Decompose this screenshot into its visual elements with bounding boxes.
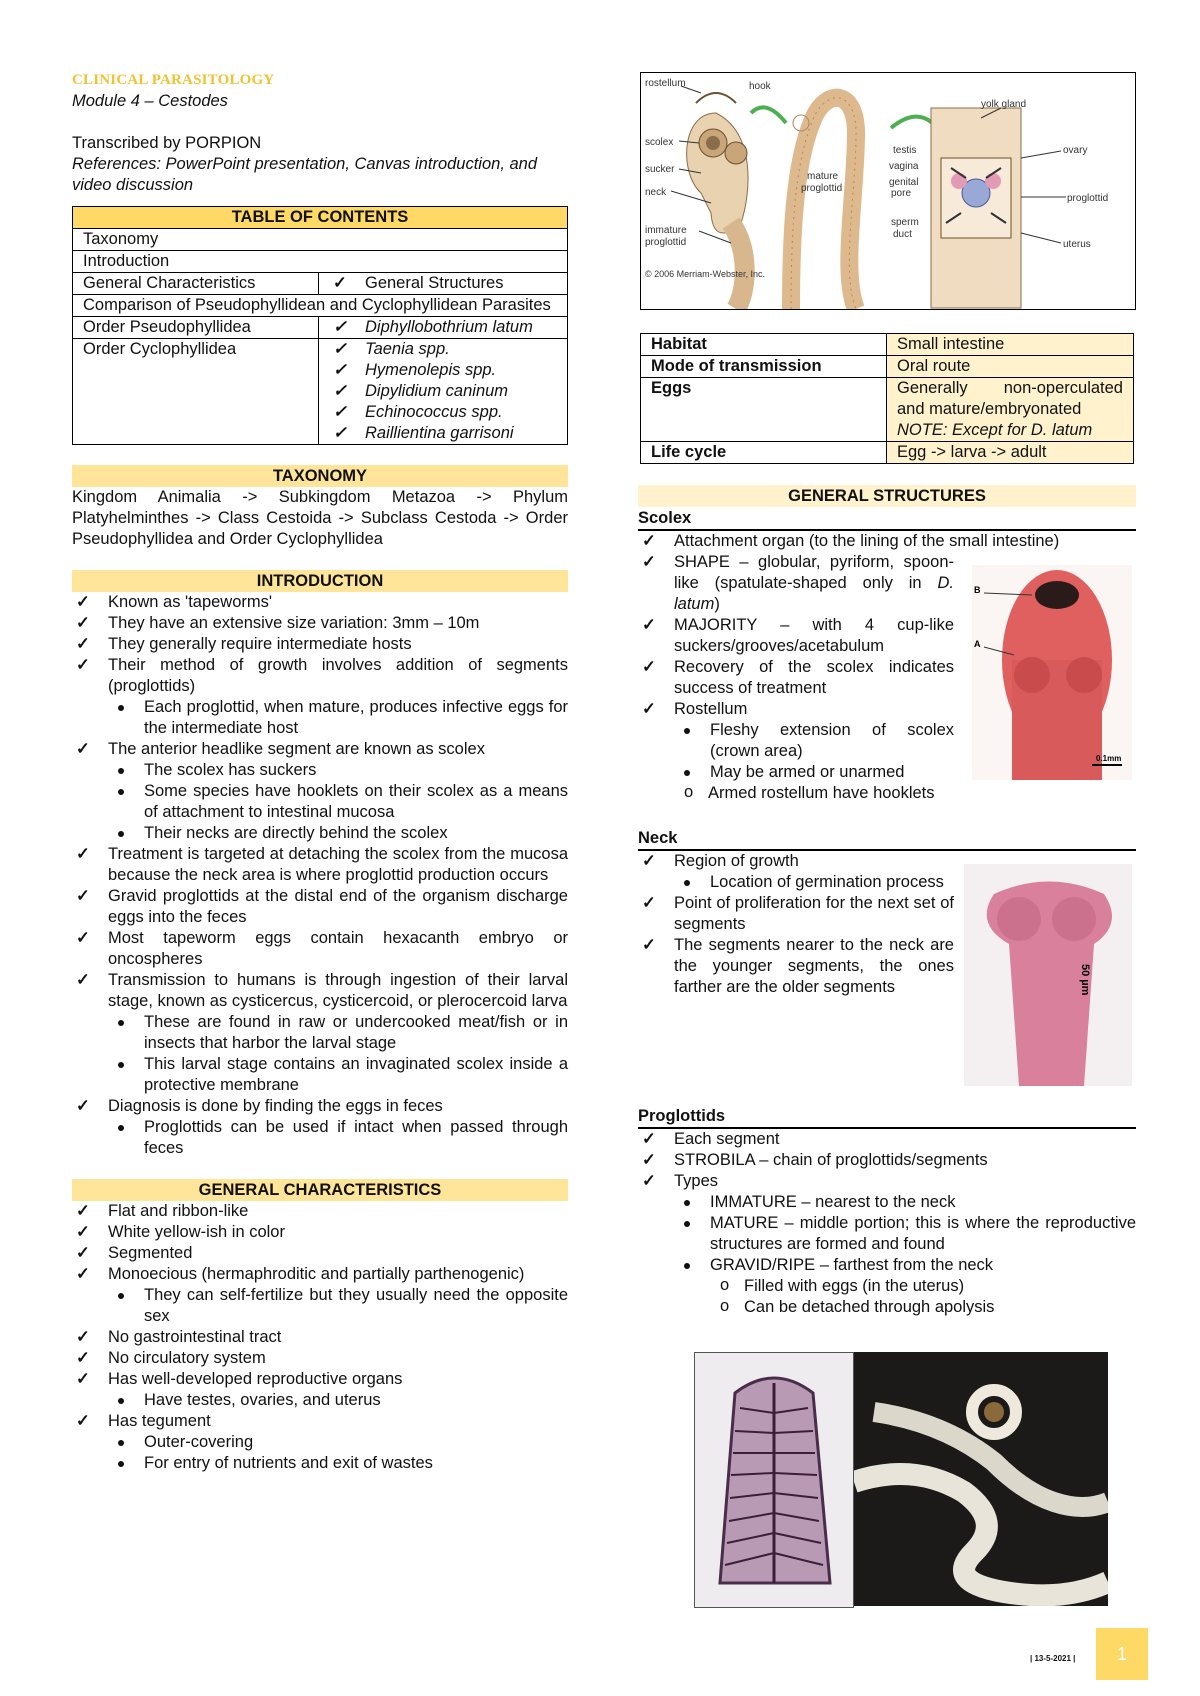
list-item: ✓ They have an extensive size variation: 3mm – 10m bbox=[72, 613, 568, 634]
scolex-photo-label-b: B bbox=[974, 585, 981, 595]
list-item bbox=[674, 783, 1136, 804]
references: References: PowerPoint presentation, Canvas introduction, and video discussion bbox=[72, 155, 538, 194]
label-neck: neck bbox=[645, 187, 667, 198]
list-item: o Filled with eggs (in the uterus) bbox=[710, 1276, 1136, 1297]
toc-sub-item[interactable]: ✓ Dipylidium caninum bbox=[329, 381, 557, 402]
toc-sub-item[interactable]: ✓ Raillientina garrisoni bbox=[329, 423, 557, 444]
toc-sub-item[interactable]: ✓ Diphyllobothrium latum bbox=[329, 317, 557, 338]
list-item: ✓ Most tapeworm eggs contain hexacanth embryo or oncospheres bbox=[72, 928, 568, 970]
list-item: ✓ Types IMMATURE – nearest to the neck MATURE – middle portion; this is where the reproductive structures are formed and found GRAVID/RIPE – farthest from the neck o Filled with eggs (in the uterus) o Can be detached through apolysis bbox=[638, 1171, 1136, 1318]
module-subtitle: Module 4 – Cestodes bbox=[72, 92, 228, 110]
neck-photo bbox=[964, 864, 1132, 1086]
list-item: ✓ Region of growth Location of germination process bbox=[638, 851, 954, 893]
toc-item[interactable]: General Characteristics bbox=[73, 273, 319, 295]
scolex-photo-scale: 0.1mm bbox=[1096, 754, 1122, 763]
list-item: GRAVID/RIPE – farthest from the neck o Filled with eggs (in the uterus) o Can be detached through apolysis bbox=[674, 1255, 1136, 1318]
list-item: ✓ Attachment organ (to the lining of the small intestine) bbox=[638, 531, 1136, 552]
toc-heading: TABLE OF CONTENTS bbox=[73, 207, 568, 229]
list-item: Their necks are directly behind the scolex bbox=[108, 823, 568, 844]
habitat-label: Habitat bbox=[641, 334, 887, 356]
list-item: ✓ No circulatory system bbox=[72, 1348, 568, 1369]
label-yolk-gland: yolk gland bbox=[981, 99, 1027, 110]
general-structures-heading: GENERAL STRUCTURES bbox=[638, 485, 1136, 507]
mode-label: Mode of transmission bbox=[641, 356, 887, 378]
scolex-photo-label-a: A bbox=[974, 639, 981, 649]
proglottids-heading: Proglottids bbox=[638, 1105, 1136, 1129]
list-item: ✓ White yellow-ish in color bbox=[72, 1222, 568, 1243]
list-item: ✓ Rostellum Fleshy extension of scolex (crown area) May be armed or unarmed bbox=[638, 699, 954, 783]
toc-sub-item[interactable]: ✓ Echinococcus spp. bbox=[329, 402, 557, 423]
taxonomy-heading: TAXONOMY bbox=[72, 465, 568, 487]
label-proglottid: proglottid bbox=[1067, 193, 1109, 204]
label-vagina: vagina bbox=[889, 161, 919, 172]
list-item: Have testes, ovaries, and uterus bbox=[108, 1390, 568, 1411]
toc-item[interactable]: Comparison of Pseudophyllidean and Cyclophyllidean Parasites bbox=[73, 295, 568, 317]
introduction-list bbox=[72, 592, 568, 1159]
label-hook: hook bbox=[749, 81, 771, 92]
list-item: MATURE – middle portion; this is where the reproductive structures are formed and found bbox=[674, 1213, 1136, 1255]
list-item: ✓ Has tegument Outer-covering For entry of nutrients and exit of wastes bbox=[72, 1411, 568, 1474]
label-scolex: scolex bbox=[645, 137, 674, 148]
list-item: Location of germination process bbox=[674, 872, 954, 893]
neck-list bbox=[638, 851, 954, 998]
tapeworm-anatomy-diagram bbox=[640, 72, 1136, 310]
list-item: ✓ MAJORITY – with 4 cup-like suckers/grooves/acetabulum bbox=[638, 615, 954, 657]
list-item: ✓ SHAPE – globular, pyriform, spoon-like (spatulate-shaped only in D. latum) bbox=[638, 552, 954, 615]
neck-photo-scale: 50 µm bbox=[1079, 964, 1091, 996]
list-item: ✓ They generally require intermediate hosts bbox=[72, 634, 568, 655]
toc-table bbox=[72, 206, 568, 445]
list-item: Fleshy extension of scolex (crown area) bbox=[674, 720, 954, 762]
strobila-photo bbox=[854, 1352, 1108, 1606]
label-rostellum: rostellum bbox=[645, 78, 686, 89]
doc-title: CLINICAL PARASITOLOGY bbox=[72, 72, 275, 88]
toc-item[interactable]: Order Cyclophyllidea bbox=[73, 339, 319, 445]
eggs-value: Generally non-operculated and mature/embryonated bbox=[897, 379, 1123, 418]
label-proglottid: proglottid bbox=[645, 237, 687, 248]
list-item: ✓ STROBILA – chain of proglottids/segments bbox=[638, 1150, 1136, 1171]
label-sperm: sperm bbox=[891, 217, 919, 228]
label-immature: immature bbox=[645, 225, 687, 236]
list-item: ✓ No gastrointestinal tract bbox=[72, 1327, 568, 1348]
left-column bbox=[72, 70, 568, 1474]
habitat-value: Small intestine bbox=[887, 334, 1134, 356]
mode-value: Oral route bbox=[887, 356, 1134, 378]
proglottids-list bbox=[638, 1129, 1136, 1318]
scolex-list bbox=[638, 531, 1136, 552]
taxonomy-text: Kingdom Animalia -> Subkingdom Metazoa -> Phylum Platyhelminthes -> Class Cestoida -> Subclass Cestoda -> Order Pseudophyllidea and Order Cyclophyllidea bbox=[72, 488, 568, 548]
list-item: ✓ Known as 'tapeworms' bbox=[72, 592, 568, 613]
list-item: ✓ The anterior headlike segment are known as scolex The scolex has suckers Some species have hooklets on their scolex as a means of attachment to intestinal mucosa Their necks are directly behind the scolex bbox=[72, 739, 568, 844]
list-item: ✓ Transmission to humans is through ingestion of their larval stage, known as cysticercus, cysticercoid, or plerocercoid larva These are found in raw or undercooked meat/fish or in insects that harbor the larval stage This larval stage contains an invaginated scolex inside a protective membrane bbox=[72, 970, 568, 1096]
gravid-proglottid-photo bbox=[694, 1352, 854, 1608]
toc-item[interactable]: Taxonomy bbox=[73, 229, 568, 251]
list-item: This larval stage contains an invaginated scolex inside a protective membrane bbox=[108, 1054, 568, 1096]
eggs-note: NOTE: Except for D. latum bbox=[897, 421, 1093, 439]
list-item: ✓ Monoecious (hermaphroditic and partially parthenogenic) They can self-fertilize but they usually need the opposite sex bbox=[72, 1264, 568, 1327]
list-item: ✓ Segmented bbox=[72, 1243, 568, 1264]
list-item: For entry of nutrients and exit of wastes bbox=[108, 1453, 568, 1474]
proglottid-illustration bbox=[931, 108, 1021, 308]
scolex-heading: Scolex bbox=[638, 507, 1136, 531]
list-item: ✓ Point of proliferation for the next set of segments bbox=[638, 893, 954, 935]
info-table bbox=[640, 333, 1134, 464]
list-item: ✓ Gravid proglottids at the distal end of the organism discharge eggs into the feces bbox=[72, 886, 568, 928]
list-item: Each proglottid, when mature, produces infective eggs for the intermediate host bbox=[108, 697, 568, 739]
scolex-list-2 bbox=[638, 552, 954, 783]
list-item: ✓ Diagnosis is done by finding the eggs in feces Proglottids can be used if intact when passed through feces bbox=[72, 1096, 568, 1159]
list-item: May be armed or unarmed bbox=[674, 762, 954, 783]
label-genital: genital bbox=[889, 177, 919, 188]
transcriber: Transcribed by PORPION bbox=[72, 134, 262, 152]
page-number: 1 bbox=[1096, 1628, 1148, 1680]
list-item: ✓ Has well-developed reproductive organs Have testes, ovaries, and uterus bbox=[72, 1369, 568, 1411]
info-table-wrap bbox=[640, 333, 1134, 464]
introduction-heading: INTRODUCTION bbox=[72, 570, 568, 592]
label-testis: testis bbox=[893, 145, 917, 156]
proglottids-section bbox=[638, 1105, 1136, 1318]
list-item: o Can be detached through apolysis bbox=[710, 1297, 1136, 1318]
eggs-label: Eggs bbox=[641, 378, 887, 442]
list-item: These are found in raw or undercooked meat/fish or in insects that harbor the larval stage bbox=[108, 1012, 568, 1054]
toc-sub-item[interactable]: ✓ Hymenolepis spp. bbox=[329, 360, 557, 381]
neck-heading: Neck bbox=[638, 827, 1136, 851]
toc-item[interactable]: Introduction bbox=[73, 251, 568, 273]
label-sucker: sucker bbox=[645, 164, 675, 175]
list-item: ✓ Flat and ribbon-like bbox=[72, 1201, 568, 1222]
scolex-list-3 bbox=[674, 783, 1136, 804]
list-item: They can self-fertilize but they usually need the opposite sex bbox=[108, 1285, 568, 1327]
list-item: o Armed rostellum have hooklets bbox=[674, 783, 1136, 804]
list-item: ✓ Recovery of the scolex indicates success of treatment bbox=[638, 657, 954, 699]
list-item: Outer-covering bbox=[108, 1432, 568, 1453]
toc-sub-item[interactable]: ✓ Taenia spp. bbox=[329, 339, 557, 360]
list-item: ✓ Treatment is targeted at detaching the scolex from the mucosa because the neck area is where proglottid production occurs bbox=[72, 844, 568, 886]
toc-sub-item[interactable]: ✓ General Structures bbox=[329, 273, 557, 294]
scolex-photo bbox=[972, 565, 1132, 780]
label-uterus: uterus bbox=[1063, 239, 1091, 250]
list-item: IMMATURE – nearest to the neck bbox=[674, 1192, 1136, 1213]
list-item: ✓ Their method of growth involves addition of segments (proglottids) Each proglottid, when mature, produces infective eggs for the intermediate host bbox=[72, 655, 568, 739]
footer-date: | 13-5-2021 | bbox=[1030, 1654, 1076, 1663]
label-duct: duct bbox=[893, 229, 912, 240]
characteristics-list bbox=[72, 1201, 568, 1474]
list-item: ✓ The segments nearer to the neck are the younger segments, the ones farther are the older segments bbox=[638, 935, 954, 998]
label-ovary: ovary bbox=[1063, 145, 1088, 156]
life-cycle-label: Life cycle bbox=[641, 442, 887, 464]
label-mature: mature bbox=[807, 171, 839, 182]
general-characteristics-heading: GENERAL CHARACTERISTICS bbox=[72, 1179, 568, 1201]
list-item: Proglottids can be used if intact when passed through feces bbox=[108, 1117, 568, 1159]
list-item: Some species have hooklets on their scolex as a means of attachment to intestinal mucosa bbox=[108, 781, 568, 823]
toc-item[interactable]: Order Pseudophyllidea bbox=[73, 317, 319, 339]
list-item: The scolex has suckers bbox=[108, 760, 568, 781]
label-pore: pore bbox=[891, 188, 912, 199]
list-item: ✓ Each segment bbox=[638, 1129, 1136, 1150]
life-cycle-value: Egg -> larva -> adult bbox=[887, 442, 1134, 464]
label-proglottid: proglottid bbox=[801, 183, 843, 194]
diagram-copyright: © 2006 Merriam-Webster, Inc. bbox=[645, 269, 766, 279]
